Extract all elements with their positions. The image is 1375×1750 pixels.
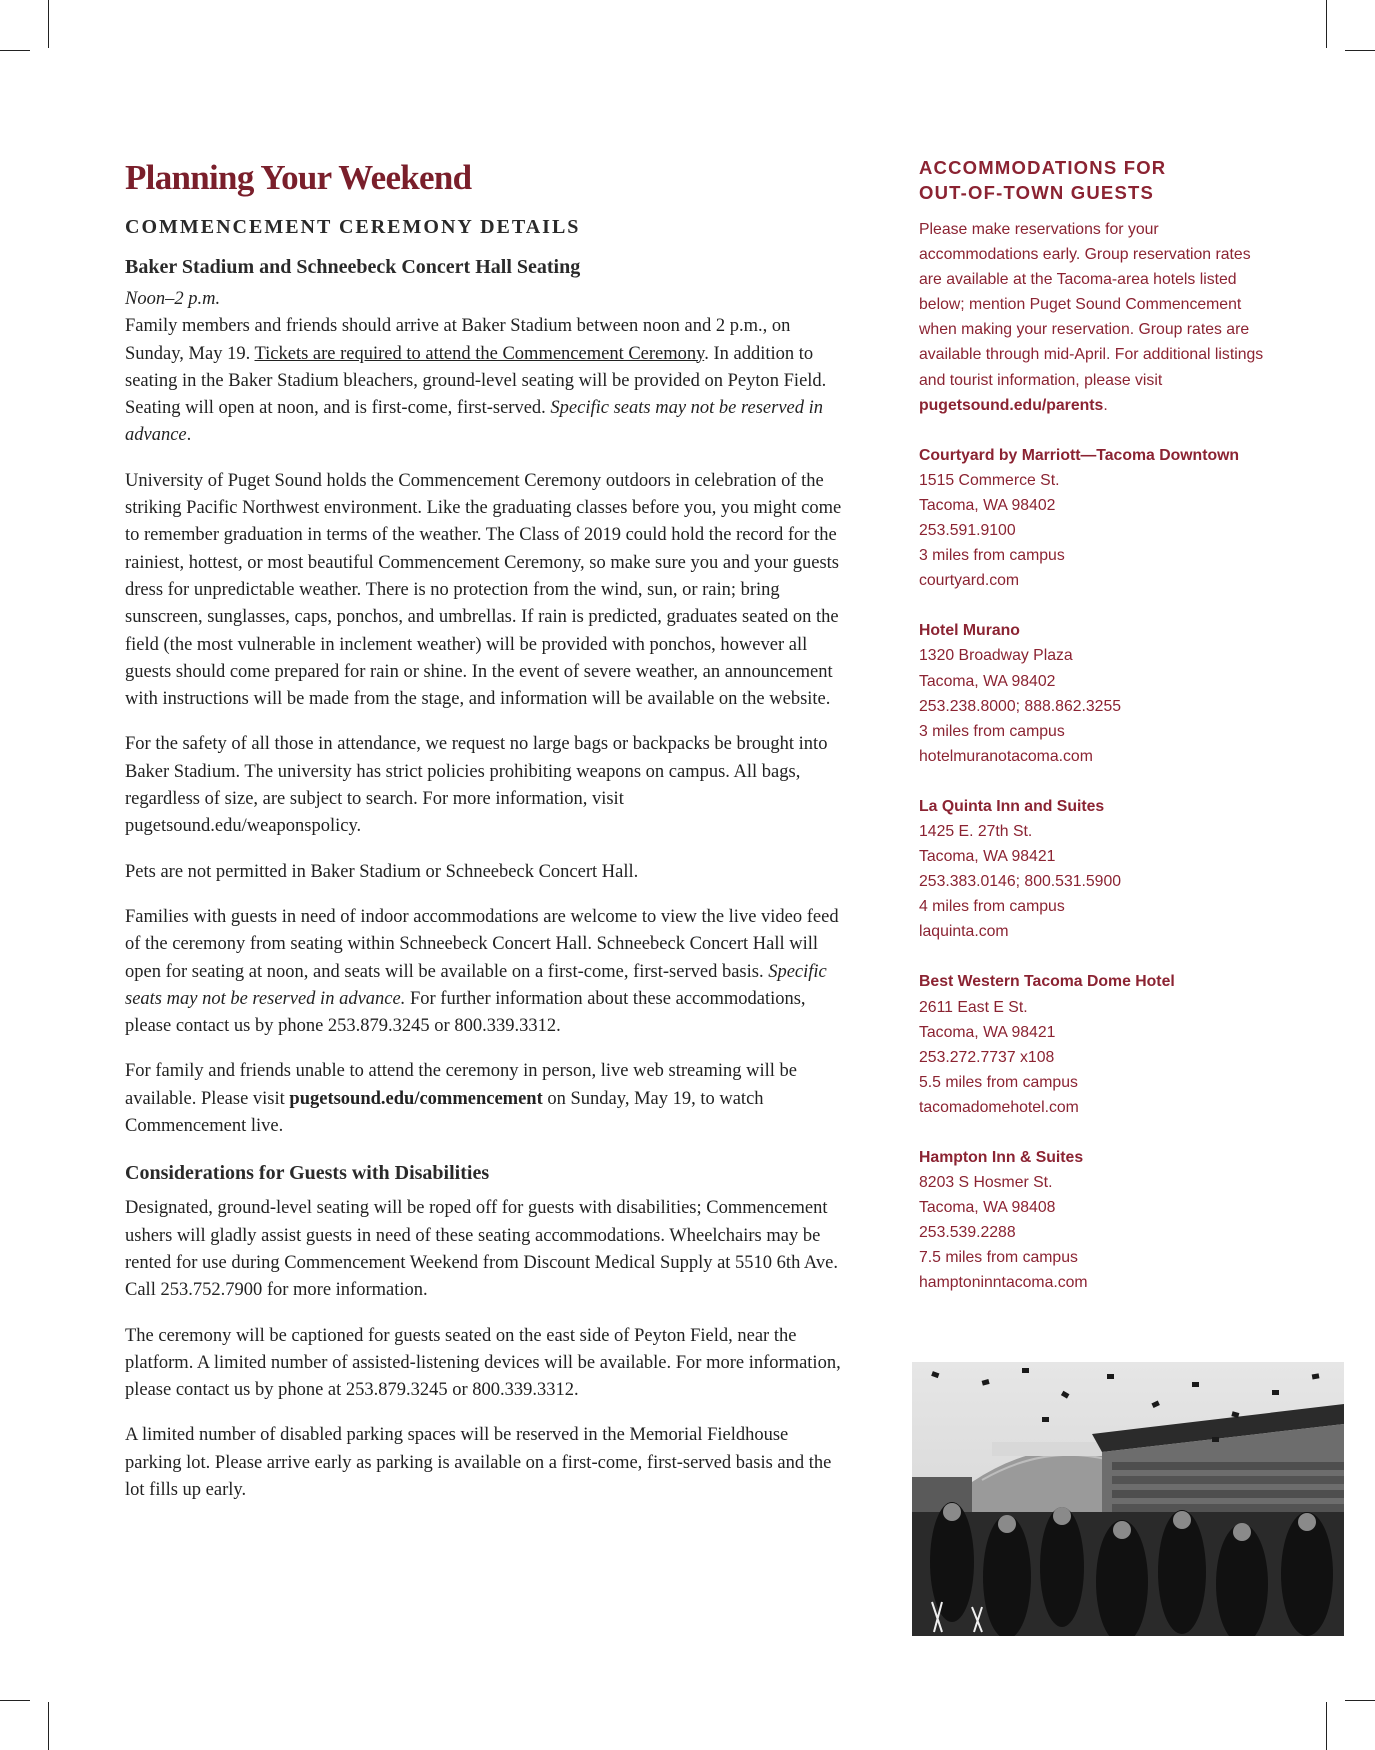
paragraph-emphasis: Specific seats may not be reserved in advance. — [125, 961, 827, 1009]
paragraph-arrival — [125, 313, 845, 449]
hotel-listing — [919, 969, 1274, 1120]
hotel-website[interactable]: courtyard.com — [919, 572, 1020, 590]
seating-heading: Baker Stadium and Schneebeck Concert Hall Seating — [125, 256, 581, 278]
paragraph-text: on Sunday, May 19, to watch Commencement live. — [125, 1088, 764, 1137]
section-heading: COMMENCEMENT CEREMONY DETAILS — [125, 216, 581, 238]
hotel-distance: 3 miles from campus — [919, 547, 1065, 565]
hotel-phone: 253.383.0146; 800.531.5900 — [919, 873, 1122, 891]
sidebar-intro-text: Please make reservations for your accommodations early. Group reservation rates are available at the Tacoma-area hotels listed below; mention Puget Sound Commencement when making your reservation. Group rates are available through mid-April. For additional listings and tourist information, please visit — [919, 221, 1264, 389]
paragraph-weather: University of Puget Sound holds the Commencement Ceremony outdoors in celebration of the striking Pacific Northwest environment. Like the graduating classes before you, you might come to remember graduation in terms of the weather. The Class of 2019 could hold the record for the rainiest, hottest, or most beautiful Commencement Ceremony, so make sure you and your guests dress for unpredictable weather. There is no protection from the wind, sun, or rain; bring sunscreen, sunglasses, caps, ponchos, and umbrellas. If rain is predicted, graduates seated on the field (the most vulnerable in inclement weather) will be provided with ponchos, however all guests should come prepared for rain or shine. In the event of severe weather, an announcement with instructions will be made from the stage, and information will be available on the website. — [125, 470, 842, 710]
commencement-photo — [912, 1362, 1344, 1636]
sidebar — [919, 156, 1274, 1321]
hotel-city: Tacoma, WA 98402 — [919, 672, 1056, 690]
paragraph-text: For further information about these accommodations, please contact us by phone 253.879.3245 or 800.339.3312. — [125, 988, 806, 1037]
crop-mark — [0, 50, 30, 51]
commencement-link[interactable]: pugetsound.edu/commencement — [289, 1088, 543, 1109]
paragraph-streaming — [125, 1058, 845, 1140]
hotel-listing — [919, 1145, 1274, 1296]
sidebar-heading-line: OUT-OF-TOWN GUESTS — [919, 181, 1155, 203]
hotel-listing — [919, 794, 1274, 945]
hotel-distance: 4 miles from campus — [919, 898, 1065, 916]
sidebar-heading — [919, 156, 1274, 205]
sidebar-heading-line: ACCOMMODATIONS FOR — [919, 157, 1167, 178]
sidebar-intro-text: . — [1103, 396, 1108, 414]
hotel-street: 8203 S Hosmer St. — [919, 1174, 1053, 1192]
crop-mark — [1326, 1702, 1327, 1750]
paragraph-captioning: The ceremony will be captioned for guests seated on the east side of Peyton Field, near the platform. A limited number of assisted-listening devices will be available. For more information, please contact us by phone at 253.879.3245 or 800.339.3312. — [125, 1325, 841, 1401]
main-column — [125, 158, 845, 1522]
crop-mark — [48, 0, 49, 48]
page-title: Planning Your Weekend — [125, 158, 472, 197]
hotel-distance: 7.5 miles from campus — [919, 1249, 1078, 1267]
hotel-website[interactable]: tacomadomehotel.com — [919, 1098, 1079, 1116]
hotel-phone: 253.272.7737 x108 — [919, 1048, 1055, 1066]
hotel-name: Best Western Tacoma Dome Hotel — [919, 973, 1175, 991]
hotel-listing — [919, 618, 1274, 769]
paragraph-seating-disabilities: Designated, ground-level seating will be roped off for guests with disabilities; Commencement ushers will gladly assist guests in need of these seating accommodations. Wheelchairs may be rented for use during Commencement Weekend from Discount Medical Supply at 5510 6th Ave. Call 253.752.7900 for more information. — [125, 1198, 838, 1301]
hotel-street: 2611 East E St. — [919, 998, 1028, 1016]
ceremony-time: Noon–2 p.m. — [125, 289, 221, 309]
hotel-city: Tacoma, WA 98408 — [919, 1199, 1056, 1217]
hotel-name: Hotel Murano — [919, 622, 1020, 640]
paragraph-parking: A limited number of disabled parking spaces will be reserved in the Memorial Fieldhouse parking lot. Please arrive early as parking is available on a first-come, first-served basis and the lot fills up early. — [125, 1425, 832, 1500]
hotel-name: La Quinta Inn and Suites — [919, 797, 1105, 815]
hotel-website[interactable]: hamptoninntacoma.com — [919, 1274, 1088, 1292]
hotel-name: Hampton Inn & Suites — [919, 1149, 1084, 1166]
crop-mark — [1345, 50, 1375, 51]
hotel-phone: 253.238.8000; 888.862.3255 — [919, 697, 1122, 715]
crop-mark — [1345, 1700, 1375, 1701]
hotel-street: 1515 Commerce St. — [919, 471, 1060, 489]
paragraph-emphasis: Specific seats may not be reserved in advance — [125, 398, 824, 446]
crop-mark — [0, 1700, 30, 1701]
paragraph-indoor — [125, 904, 845, 1040]
sidebar-intro — [919, 217, 1274, 418]
hotel-website[interactable]: laquinta.com — [919, 923, 1009, 941]
paragraph-safety: For the safety of all those in attendance, we request no large bags or backpacks be brought into Baker Stadium. The university has strict policies prohibiting weapons on campus. All bags, regardless of size, are subject to search. For more information, visit pugetsound.edu/weaponspolicy. — [125, 734, 828, 837]
paragraph-text: Families with guests in need of indoor accommodations are welcome to view the live video feed of the ceremony from seating within Schneebeck Concert Hall. Schneebeck Concert Hall will open for seating at noon, and seats will be available on a first-come, first-served basis. — [125, 906, 839, 982]
paragraph-text: Family members and friends should arrive at Baker Stadium between noon and 2 p.m., on Sunday, May 19. — [125, 316, 791, 364]
paragraph-pets: Pets are not permitted in Baker Stadium or Schneebeck Concert Hall. — [125, 861, 639, 882]
hotel-name: Courtyard by Marriott—Tacoma Downtown — [919, 446, 1240, 464]
hotel-city: Tacoma, WA 98402 — [919, 496, 1056, 514]
disabilities-heading: Considerations for Guests with Disabilities — [125, 1162, 490, 1185]
hotel-street: 1320 Broadway Plaza — [919, 647, 1073, 665]
hotel-street: 1425 E. 27th St. — [919, 822, 1033, 840]
hotel-website[interactable]: hotelmuranotacoma.com — [919, 747, 1093, 765]
paragraph-text: . In addition to seating in the Baker Stadium bleachers, ground-level seating will be provided on Peyton Field. Seating will open at noon, and is first-come, first-served. — [125, 343, 827, 419]
hotel-city: Tacoma, WA 98421 — [919, 848, 1056, 866]
paragraph-text: For family and friends unable to attend the ceremony in person, live web streaming will be available. Please visit — [125, 1061, 797, 1109]
crop-mark — [1326, 0, 1327, 48]
hotel-phone: 253.591.9100 — [919, 522, 1016, 540]
tickets-link[interactable]: Tickets are required to attend the Commencement Ceremony — [254, 343, 705, 364]
hotel-distance: 3 miles from campus — [919, 722, 1065, 740]
hotel-distance: 5.5 miles from campus — [919, 1073, 1078, 1091]
crop-mark — [48, 1702, 49, 1750]
hotel-phone: 253.539.2288 — [919, 1224, 1016, 1242]
hotel-listing — [919, 443, 1274, 594]
parents-link[interactable]: pugetsound.edu/parents — [919, 396, 1104, 414]
paragraph-text: . — [186, 425, 192, 446]
hotel-city: Tacoma, WA 98421 — [919, 1023, 1056, 1041]
